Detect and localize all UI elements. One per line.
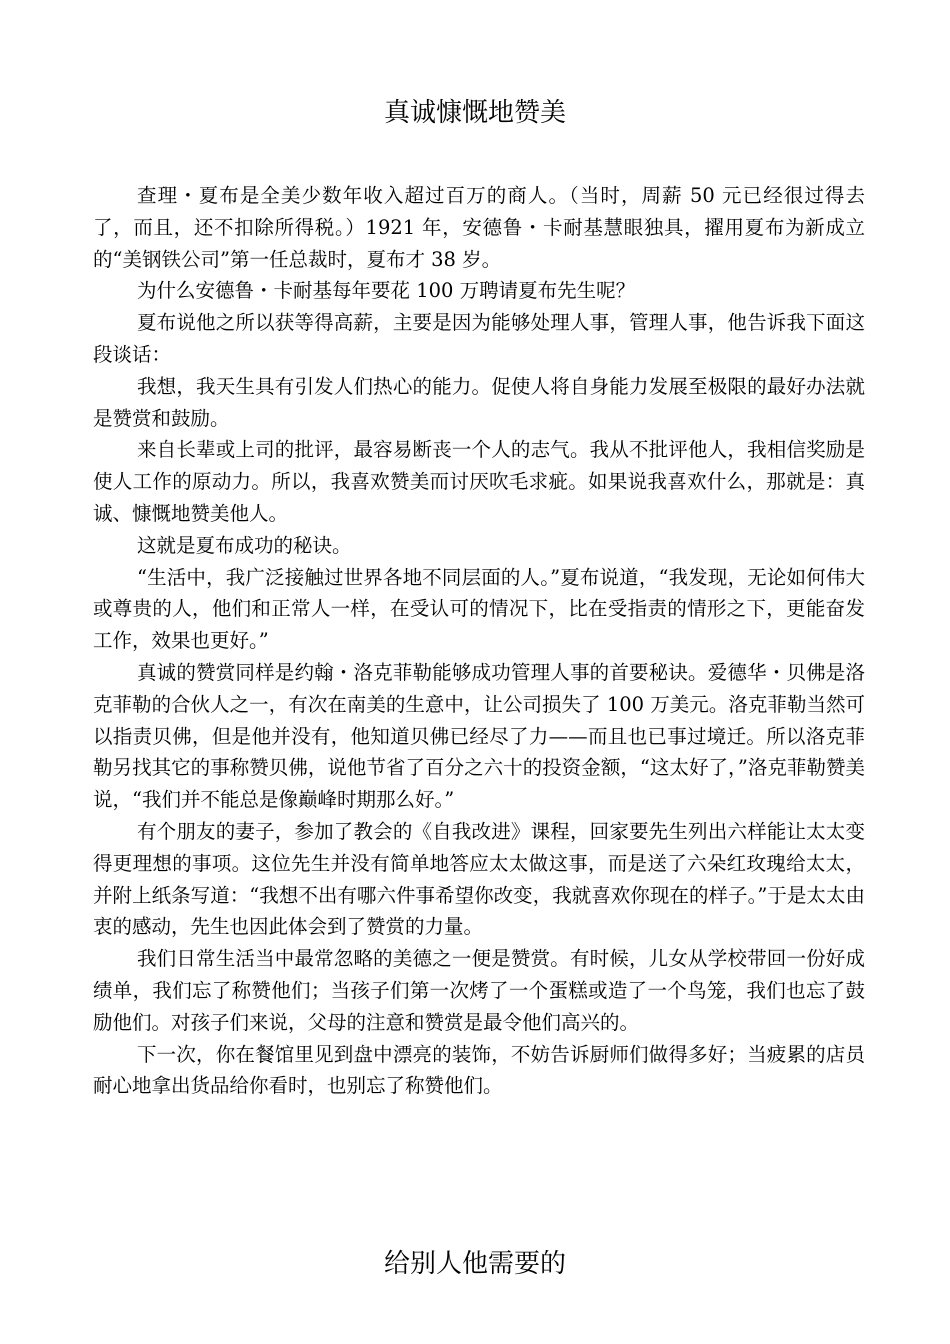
paragraph: 查理・夏布是全美少数年收入超过百万的商人。（当时，周薪 50 元已经很过得去了，而且，还不扣除所得税。）1921 年，安德鲁・卡耐基慧眼独具，擢用夏布为新成立的“美钢铁公司”第一任总裁时，夏布才 38 岁。 [93, 184, 865, 271]
paragraph: 有个朋友的妻子，参加了教会的《自我改进》课程，回家要先生列出六样能让太太变得更理想的事项。这位先生并没有简单地答应太太做这事，而是送了六朵红玫瑰给太太，并附上纸条写道：“我想不出有哪六件事希望你改变，我就喜欢你现在的样子。”于是太太由衷的感动，先生也因此体会到了赞赏的力量。 [93, 819, 865, 939]
next-section-title: 给别人他需要的 [383, 1249, 566, 1279]
paragraph: 来自长辈或上司的批评，最容易断丧一个人的志气。我从不批评他人，我相信奖励是使人工作的原动力。所以，我喜欢赞美而讨厌吹毛求疵。如果说我喜欢什么，那就是：真诚、慷慨地赞美他人。 [93, 438, 865, 525]
document-body [93, 180, 865, 1102]
paragraph: 为什么安德鲁・卡耐基每年要花 100 万聘请夏布先生呢？ [137, 279, 636, 303]
paragraph: 我想，我天生具有引发人们热心的能力。促使人将自身能力发展至极限的最好办法就是赞赏和鼓励。 [93, 374, 865, 430]
section-title: 真诚慷慨地赞美 [383, 98, 566, 128]
paragraph: 夏布说他之所以获等得高薪，主要是因为能够处理人事，管理人事，他告诉我下面这段谈话： [93, 311, 865, 366]
paragraph: 真诚的赞赏同样是约翰・洛克菲勒能够成功管理人事的首要秘诀。爱德华・贝佛是洛克菲勒的合伙人之一，有次在南美的生意中，让公司损失了 100 万美元。洛克菲勒当然可以指责贝佛，但是他并没有，他知道贝佛已经尽了力——而且也已事过境迁。所以洛克菲勒另找其它的事称赞贝佛，说他节省了百分之六十的投资金额，“这太好了，”洛克菲勒赞美说，“我们并不能总是像巅峰时期那么好。” [93, 660, 865, 812]
paragraph: “生活中，我广泛接触过世界各地不同层面的人。”夏布说道，“我发现，无论如何伟大或尊贵的人，他们和正常人一样，在受认可的情况下，比在受指责的情形之下，更能奋发工作，效果也更好。” [93, 565, 865, 653]
paragraph: 这就是夏布成功的秘诀。 [137, 533, 352, 557]
paragraph: 我们日常生活当中最常忽略的美德之一便是赞赏。有时候，儿女从学校带回一份好成绩单，我们忘了称赞他们；当孩子们第一次烤了一个蛋糕或造了一个鸟笼，我们也忘了鼓励他们。对孩子们来说，父母的注意和赞赏是最令他们高兴的。 [93, 947, 865, 1034]
paragraph: 下一次，你在餐馆里见到盘中漂亮的装饰，不妨告诉厨师们做得多好；当疲累的店员耐心地拿出货品给你看时，也别忘了称赞他们。 [93, 1042, 865, 1098]
